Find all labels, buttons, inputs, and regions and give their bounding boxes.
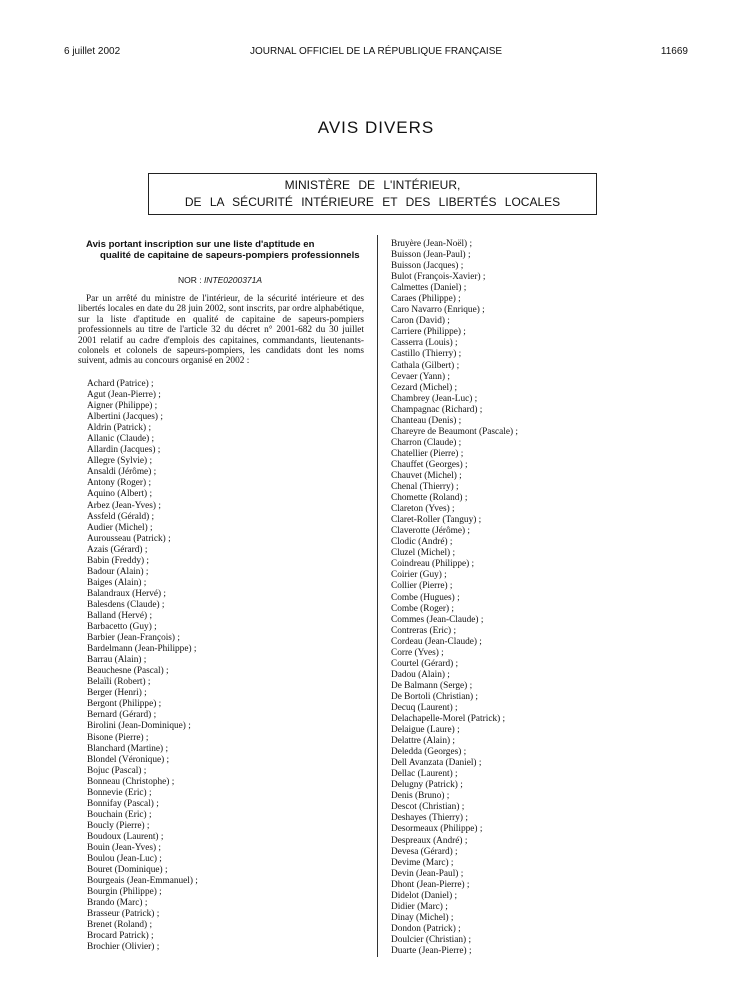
name-entry: Caro Navarro (Enrique) ; <box>391 305 485 316</box>
name-entry: Dondon (Patrick) ; <box>391 923 461 934</box>
name-entry: Allegre (Sylvie) ; <box>87 456 153 467</box>
name-entry: Delugny (Patrick) ; <box>391 780 463 791</box>
nor-reference <box>0 275 440 285</box>
name-entry: Claret-Roller (Tanguy) ; <box>391 515 482 526</box>
name-entry: Aigner (Philippe) ; <box>87 401 158 412</box>
name-entry: Combe (Hugues) ; <box>391 592 460 603</box>
name-entry: Bergont (Philippe) ; <box>87 699 162 710</box>
name-entry: Didelot (Daniel) ; <box>391 890 458 901</box>
name-entry: Bruyère (Jean-Noël) ; <box>391 239 473 249</box>
name-entry: De Balmann (Serge) ; <box>391 680 473 691</box>
name-entry: Berger (Henri) ; <box>87 688 147 699</box>
name-entry: Bulot (François-Xavier) ; <box>391 272 486 283</box>
name-entry: Caraes (Philippe) ; <box>391 294 461 305</box>
name-entry: Dhont (Jean-Pierre) ; <box>391 879 470 890</box>
name-entry: Casserra (Louis) ; <box>391 338 458 349</box>
name-entry: De Bortoli (Christian) ; <box>391 691 479 702</box>
name-entry: Duarte (Jean-Pierre) ; <box>391 946 472 956</box>
name-entry: Brenet (Roland) ; <box>87 920 153 931</box>
name-entry: Chenal (Thierry) ; <box>391 482 459 493</box>
name-entry: Cordeau (Jean-Claude) ; <box>391 636 482 647</box>
name-entry: Chatellier (Pierre) ; <box>391 448 464 459</box>
ministry-line-2: DE LA SÉCURITÉ INTÉRIEURE ET DES LIBERTÉS LOCALES <box>184 195 561 209</box>
name-entry: Deshayes (Thierry) ; <box>391 813 468 824</box>
name-entry: Coirier (Guy) ; <box>391 570 447 581</box>
name-entry: Cevaer (Yann) ; <box>391 371 450 382</box>
name-entry: Dell Avanzata (Daniel) ; <box>391 758 482 769</box>
name-entry: Bourgin (Philippe) ; <box>87 887 162 898</box>
nor-value: INTE0200371A <box>203 275 263 285</box>
ministry-box <box>148 173 597 215</box>
name-entry: Dinay (Michel) ; <box>391 912 454 923</box>
name-entry: Carriere (Philippe) ; <box>391 327 466 338</box>
name-entry: Baiges (Alain) ; <box>87 577 147 588</box>
name-entry: Achard (Patrice) ; <box>87 379 154 389</box>
name-entry: Antony (Roger) ; <box>87 478 152 489</box>
avis-title-rest: qualité de capitaine de sapeurs-pompiers professionnels <box>100 250 360 261</box>
name-entry: Albertini (Jacques) ; <box>87 412 163 423</box>
name-entry: Bonnevie (Eric) ; <box>87 787 152 798</box>
name-entry: Balesdens (Claude) ; <box>87 599 165 610</box>
name-entry: Cluzel (Michel) ; <box>391 548 456 559</box>
name-entry: Chanteau (Denis) ; <box>391 415 462 426</box>
name-entry: Brasseur (Patrick) ; <box>87 909 160 920</box>
avis-title-line-1: Avis portant inscription sur une liste d'aptitude en <box>86 239 315 250</box>
name-entry: Bisone (Pierre) ; <box>87 732 149 743</box>
name-entry: Claverotte (Jérôme) ; <box>391 526 470 537</box>
name-entry: Bouchain (Eric) ; <box>87 809 152 820</box>
name-entry: Aquino (Albert) ; <box>87 489 153 500</box>
name-entry: Balandraux (Hervé) ; <box>87 588 166 599</box>
name-entry: Barbier (Jean-François) ; <box>87 633 180 644</box>
name-entry: Denis (Bruno) ; <box>391 791 450 802</box>
name-entry: Barrau (Alain) ; <box>87 655 147 666</box>
name-entry: Bernard (Gérard) ; <box>87 710 157 721</box>
name-entry: Arbez (Jean-Yves) ; <box>87 500 161 511</box>
name-entry: Barbacetto (Guy) ; <box>87 622 157 633</box>
name-entry: Bouin (Jean-Yves) ; <box>87 842 161 853</box>
name-entry: Chareyre de Beaumont (Pascale) ; <box>391 426 519 437</box>
name-entry: Didier (Marc) ; <box>391 901 448 912</box>
name-entry: Combe (Roger) ; <box>391 603 454 614</box>
name-entry: Dadou (Alain) ; <box>391 669 450 680</box>
name-entry: Boudoux (Laurent) ; <box>87 831 164 842</box>
name-entry: Azais (Gérard) ; <box>87 544 148 555</box>
avis-intro-paragraph: Par un arrêté du ministre de l'intérieur, de la sécurité intérieure et des libertés locales en date du 28 juin 2002, sont inscrits, par ordre alphabétique, sur la liste d'aptitude en qualité de capitaine de sapeurs-pompiers professionnels au titre de l'article 32 du décret n° 2001-682 du 30 juillet 2001 relatif au cadre d'emplois des capitaines, commandants, lieutenants-colonels et colonels de sapeurs-pompiers, les candidats dont les noms suivent, admis au concours organisé en 2002 : <box>78 294 364 367</box>
name-entry: Cezard (Michel) ; <box>391 382 458 393</box>
name-entry: Audier (Michel) ; <box>87 522 153 533</box>
name-entry: Chomette (Roland) ; <box>391 493 468 504</box>
name-entry: Delaigue (Laure) ; <box>391 725 460 736</box>
header-journal-title: JOURNAL OFFICIEL DE LA RÉPUBLIQUE FRANÇAISE <box>249 46 503 57</box>
name-entry: Delachapelle-Morel (Patrick) ; <box>391 714 506 725</box>
name-entry: Bouret (Dominique) ; <box>87 865 168 876</box>
name-entry: Chauvet (Michel) ; <box>391 470 462 481</box>
name-entry: Assfeld (Gérald) ; <box>87 511 155 522</box>
name-entry: Commes (Jean-Claude) ; <box>391 614 484 625</box>
header-page-number: 11669 <box>660 46 688 57</box>
name-entry: Despreaux (André) ; <box>391 835 468 846</box>
name-entry: Bonnifay (Pascal) ; <box>87 798 159 809</box>
name-entry: Descot (Christian) ; <box>391 802 465 813</box>
name-entry: Bojuc (Pascal) ; <box>87 765 147 776</box>
ministry-line-1: MINISTÈRE DE L'INTÉRIEUR, <box>284 178 461 192</box>
name-entry: Blanchard (Martine) ; <box>87 743 169 754</box>
name-entry: Chambrey (Jean-Luc) ; <box>391 393 478 404</box>
name-entry: Devesa (Gérard) ; <box>391 846 458 857</box>
name-entry: Collier (Pierre) ; <box>391 581 453 592</box>
name-entry: Bardelmann (Jean-Philippe) ; <box>87 644 197 655</box>
name-entry: Champagnac (Richard) ; <box>391 404 483 415</box>
name-entry: Aldrin (Patrick) ; <box>87 423 152 434</box>
name-entry: Charron (Claude) ; <box>391 437 462 448</box>
name-entry: Contreras (Eric) ; <box>391 625 457 636</box>
name-entry: Agut (Jean-Pierre) ; <box>87 390 161 401</box>
name-entry: Castillo (Thierry) ; <box>391 349 462 360</box>
name-entry: Clodic (André) ; <box>391 537 453 548</box>
name-entry: Devime (Marc) ; <box>391 857 454 868</box>
name-entry: Caron (David) ; <box>391 316 450 327</box>
name-entry: Desormeaux (Philippe) ; <box>391 824 483 835</box>
name-entry: Belaïli (Robert) ; <box>87 677 151 688</box>
names-list-right <box>391 239 518 957</box>
nor-label: NOR : <box>177 275 202 285</box>
name-entry: Buisson (Jacques) ; <box>391 261 464 272</box>
name-entry: Brocard Patrick) ; <box>87 931 154 942</box>
name-entry: Babin (Freddy) ; <box>87 555 149 566</box>
name-entry: Chauffet (Georges) ; <box>391 459 468 470</box>
name-entry: Bonneau (Christophe) ; <box>87 776 175 787</box>
name-entry: Allanic (Claude) ; <box>87 434 155 445</box>
name-entry: Coindreau (Philippe) ; <box>391 559 475 570</box>
name-entry: Balland (Hervé) ; <box>87 610 153 621</box>
name-entry: Calmettes (Daniel) ; <box>391 283 467 294</box>
name-entry: Clareton (Yves) ; <box>391 504 455 515</box>
name-entry: Buisson (Jean-Paul) ; <box>391 250 471 261</box>
name-entry: Corre (Yves) ; <box>391 647 444 658</box>
name-entry: Doulcier (Christian) ; <box>391 934 472 945</box>
section-title: AVIS DIVERS <box>317 118 435 137</box>
name-entry: Devin (Jean-Paul) ; <box>391 868 464 879</box>
name-entry: Aurousseau (Patrick) ; <box>87 533 171 544</box>
name-entry: Decuq (Laurent) ; <box>391 702 458 713</box>
header-date: 6 juillet 2002 <box>64 46 121 57</box>
avis-title <box>86 239 362 261</box>
name-entry: Allardin (Jacques) ; <box>87 445 161 456</box>
name-entry: Deledda (Georges) ; <box>391 747 467 758</box>
name-entry: Brando (Marc) ; <box>87 898 148 909</box>
name-entry: Courtel (Gérard) ; <box>391 658 459 669</box>
name-entry: Ansaldi (Jérôme) ; <box>87 467 157 478</box>
name-entry: Brochier (Olivier) ; <box>87 942 160 953</box>
name-entry: Bourgeais (Jean-Emmanuel) ; <box>87 876 198 887</box>
name-entry: Cathala (Gilbert) ; <box>391 360 460 371</box>
name-entry: Birolini (Jean-Dominique) ; <box>87 721 191 732</box>
name-entry: Badour (Alain) ; <box>87 566 149 577</box>
name-entry: Delattre (Alain) ; <box>391 736 456 747</box>
column-divider <box>377 235 378 957</box>
name-entry: Boucly (Pierre) ; <box>87 820 150 831</box>
name-entry: Blondel (Véronique) ; <box>87 754 170 765</box>
names-list-left <box>87 379 198 953</box>
name-entry: Beauchesne (Pascal) ; <box>87 666 169 677</box>
name-entry: Dellac (Laurent) ; <box>391 769 458 780</box>
name-entry: Boulou (Jean-Luc) ; <box>87 854 162 865</box>
